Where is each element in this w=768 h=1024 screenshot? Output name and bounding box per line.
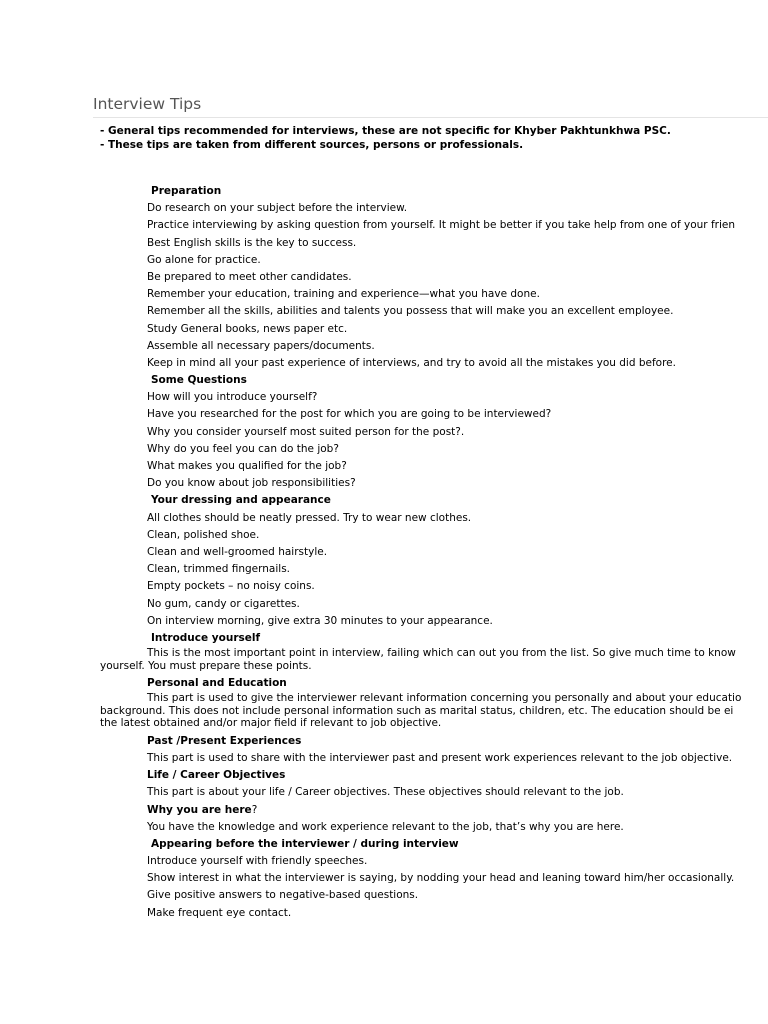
list-item: Do you know about job responsibilities? (147, 477, 356, 490)
list-item: Study General books, news paper etc. (147, 322, 348, 335)
list-item: Why do you feel you can do the job? (147, 442, 339, 455)
intro-note-2: - These tips are taken from different sources, persons or professionals. (100, 139, 524, 151)
section-heading-experience: Past /Present Experiences (147, 734, 302, 747)
intro-note-1: - General tips recommended for interviews, these are not specific for Khyber Pakhtunkhwa PSC. (100, 125, 671, 137)
section-heading-dressing: Your dressing and appearance (151, 494, 331, 507)
paragraph-line: This part is used to give the interviewer relevant information concerning you personally and about your educatio (147, 692, 742, 705)
section-heading-personal: Personal and Education (147, 677, 287, 690)
list-item: Be prepared to meet other candidates. (147, 270, 352, 283)
list-item: Best English skills is the key to success. (147, 236, 357, 249)
list-item: How will you introduce yourself? (147, 391, 318, 404)
section-heading-appearing: Appearing before the interviewer / during interview (151, 837, 459, 850)
paragraph-career: This part is about your life / Career objectives. These objectives should relevant to the job. (147, 786, 624, 799)
list-item: Give positive answers to negative-based questions. (147, 889, 419, 902)
paragraph-introduce (0, 647, 768, 672)
list-item: Introduce yourself with friendly speeches. (147, 855, 368, 868)
paragraph-line: This is the most important point in interview, failing which can out you from the list. So give much time to know (147, 647, 736, 660)
heading-suffix: ? (251, 803, 258, 816)
section-heading-preparation: Preparation (151, 185, 222, 197)
list-item: Remember all the skills, abilities and talents you possess that will make you an excellent employee. (147, 305, 674, 318)
list-item: Do research on your subject before the interview. (147, 202, 408, 215)
list-item: Clean, polished shoe. (147, 528, 260, 541)
list-item: Have you researched for the post for which you are going to be interviewed? (147, 408, 552, 421)
paragraph-personal (0, 692, 768, 730)
list-item: On interview morning, give extra 30 minutes to your appearance. (147, 614, 493, 627)
list-item: Keep in mind all your past experience of interviews, and try to avoid all the mistakes you did before. (147, 356, 676, 369)
paragraph-line: the latest obtained and/or major field if relevant to job objective. (100, 717, 442, 730)
list-item: Empty pockets – no noisy coins. (147, 580, 315, 593)
page-title: Interview Tips (93, 95, 202, 113)
paragraph-experience: This part is used to share with the interviewer past and present work experiences relevant to the job objective. (147, 751, 733, 764)
list-item: Show interest in what the interviewer is saying, by nodding your head and leaning toward him/her occasionally. (147, 872, 735, 885)
paragraph-line: yourself. You must prepare these points. (100, 659, 312, 672)
heading-text: Why you are here (147, 803, 252, 816)
list-item: Go alone for practice. (147, 253, 261, 266)
list-item: Remember your education, training and experience—what you have done. (147, 288, 540, 301)
section-heading-introduce: Introduce yourself (151, 631, 261, 644)
document-body (0, 183, 768, 922)
paragraph-why: You have the knowledge and work experience relevant to the job, that’s why you are here. (147, 820, 624, 833)
list-item: Clean, trimmed fingernails. (147, 563, 291, 576)
list-item: Why you consider yourself most suited person for the post?. (147, 425, 465, 438)
list-item: Make frequent eye contact. (147, 906, 292, 919)
list-item: Clean and well-groomed hairstyle. (147, 545, 328, 558)
list-item: What makes you qualified for the job? (147, 460, 347, 472)
section-heading-career: Life / Career Objectives (147, 769, 286, 782)
title-divider (93, 117, 768, 118)
section-heading-questions: Some Questions (151, 374, 247, 387)
section-heading-why (0, 802, 768, 819)
list-item: Assemble all necessary papers/documents. (147, 339, 375, 352)
list-item: All clothes should be neatly pressed. Try to wear new clothes. (147, 511, 472, 524)
paragraph-line: background. This does not include personal information such as marital status, children, etc. The education should be ei (100, 704, 734, 717)
list-item: No gum, candy or cigarettes. (147, 597, 300, 610)
list-item: Practice interviewing by asking question from yourself. It might be better if you take help from one of your frien (147, 219, 735, 232)
